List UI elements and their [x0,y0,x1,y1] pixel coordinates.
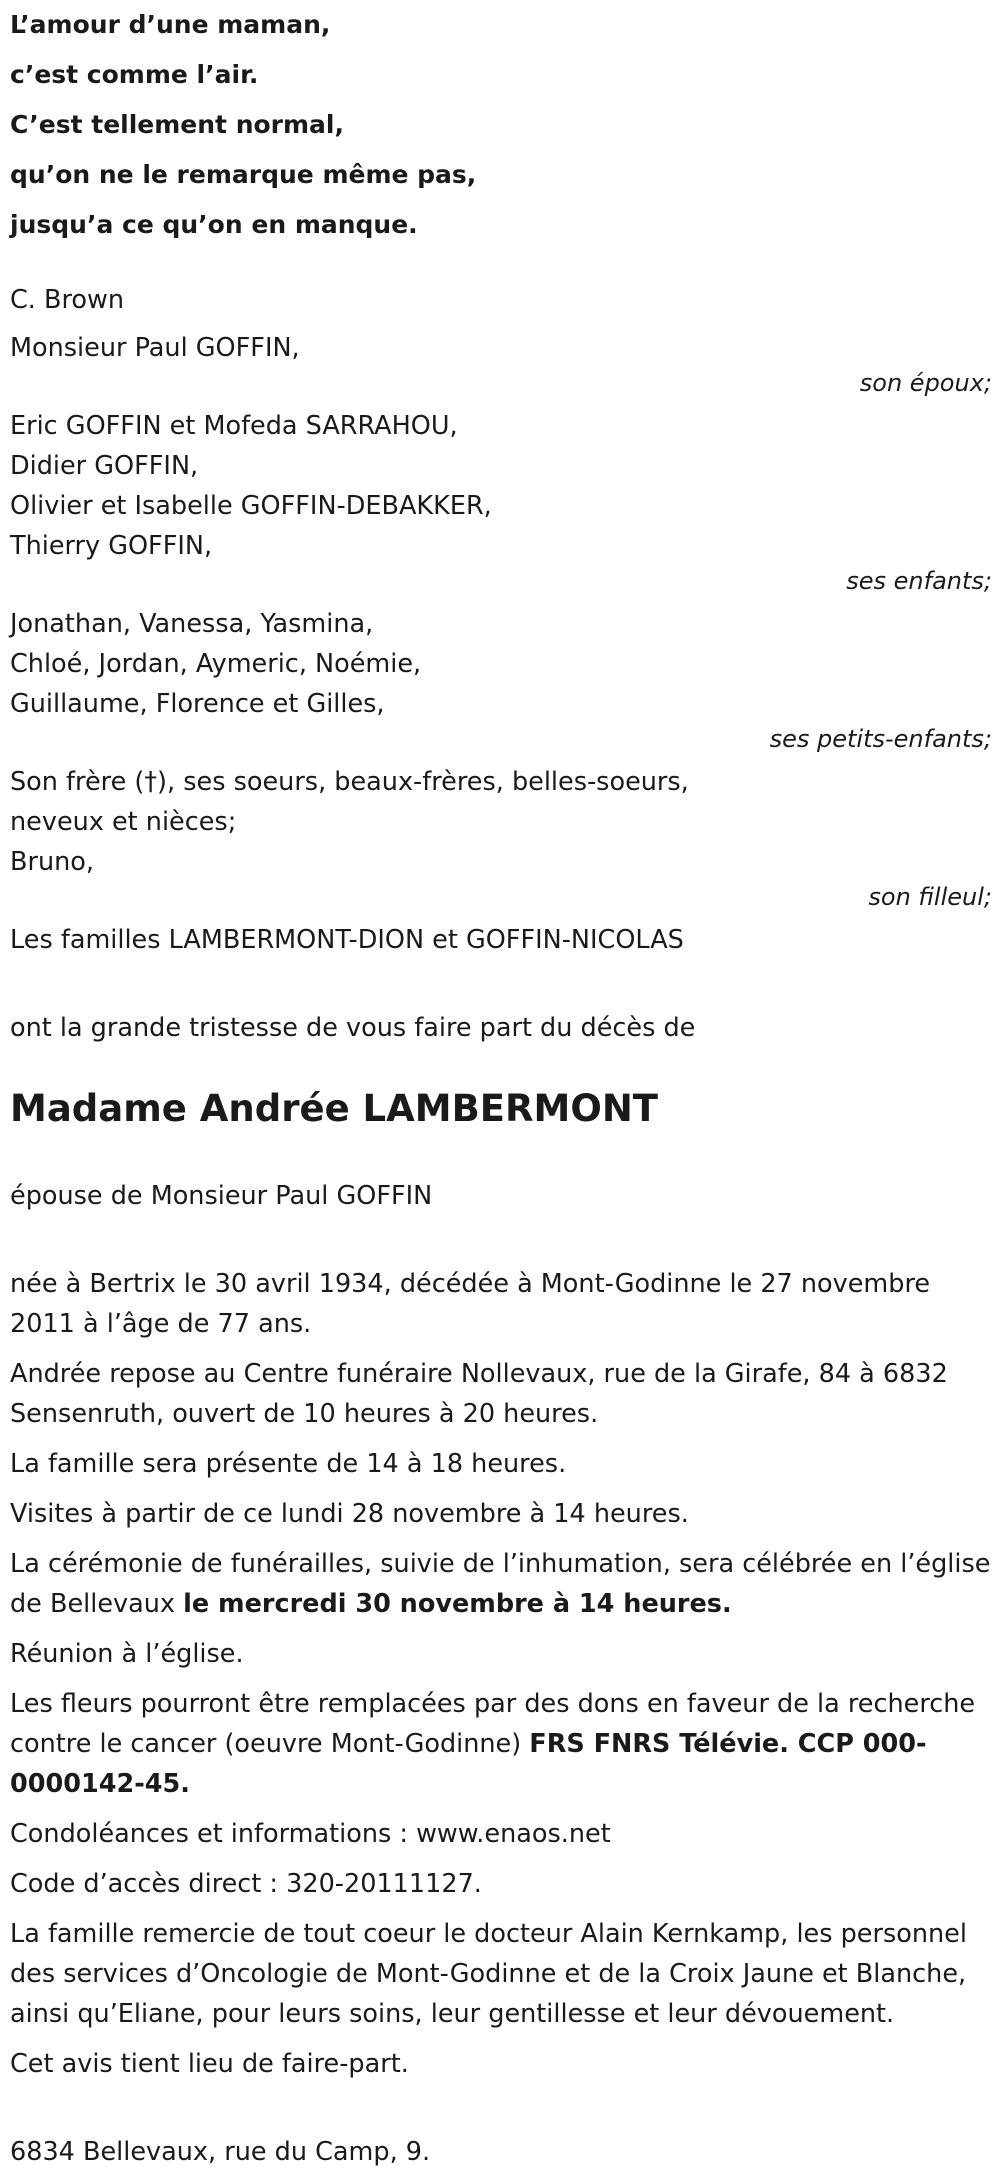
ceremony-date: le mercredi 30 novembre à 14 heures. [183,1589,732,1619]
family-line: Bruno, [10,847,95,877]
ceremony [10,1544,992,1624]
thanks: La famille remercie de tout coeur le docteur Alain Kernkamp, les personnel des services d’Oncologie de Mont-Godinne et de la Croix Jaune et Blanche, ainsi qu’Eliane, pour leurs soins, leur gentillesse et leur dévouement. [10,1919,967,2029]
family-line: Jonathan, Vanessa, Yasmina, [10,609,374,639]
poem-line: C’est tellement normal, [10,110,344,139]
resting-place: Andrée repose au Centre funéraire Nollevaux, rue de la Girafe, 84 à 6832 Sensenruth, ouvert de 10 heures à 20 heures. [10,1359,948,1429]
relation-label: ses enfants; [846,567,992,595]
family-line: Monsieur Paul GOFFIN, [10,333,300,363]
donation-account: FRS FNRS Télévie. CCP 000-0000142-45. [10,1729,927,1799]
children-group [10,406,992,596]
notice: Cet avis tient lieu de faire-part. [10,2049,409,2079]
poem-signature: C. Brown [10,285,125,315]
relation-label: son filleul; [868,883,992,911]
announcement: ont la grande tristesse de vous faire part du décès de [10,1013,696,1043]
flowers-donations [10,1684,992,1804]
birth-death: née à Bertrix le 30 avril 1934, décédée à Mont-Godinne le 27 novembre 2011 à l’âge de 77 ans. [10,1269,931,1339]
relation-label: son époux; [859,369,992,397]
family-presence: La famille sera présente de 14 à 18 heures. [10,1449,567,1479]
spouse-group [10,328,992,398]
spouse-of: épouse de Monsieur Paul GOFFIN [10,1181,433,1211]
flowers-text: Les fleurs pourront être remplacées par des dons en faveur de la recherche contre le cancer (oeuvre Mont-Godinne) [10,1689,976,1759]
meeting: Réunion à l’église. [10,1639,244,1669]
poem [10,0,992,250]
poem-line: jusqu’a ce qu’on en manque. [10,210,418,239]
family-line: Thierry GOFFIN, [10,531,213,561]
poem-line: c’est comme l’air. [10,60,259,89]
deceased-name: Madame Andrée LAMBERMONT [10,1087,659,1130]
poem-line: L’amour d’une maman, [10,10,331,39]
address: 6834 Bellevaux, rue du Camp, 9. [10,2137,431,2167]
condolences: Condoléances et informations : www.enaos.net [10,1819,611,1849]
ceremony-text: La cérémonie de funérailles, suivie de l’inhumation, sera célébrée en l’église de Bellevaux [10,1549,991,1619]
family-line: Chloé, Jordan, Aymeric, Noémie, [10,649,422,679]
family-line: neveux et nièces; [10,807,237,837]
families-line: Les familles LAMBERMONT-DION et GOFFIN-NICOLAS [10,925,684,955]
family-line: Didier GOFFIN, [10,451,199,481]
family-line: Son frère (†), ses soeurs, beaux-frères, belles-soeurs, [10,767,689,797]
visits: Visites à partir de ce lundi 28 novembre à 14 heures. [10,1499,689,1529]
relation-label: ses petits-enfants; [769,725,992,753]
siblings-group [10,762,992,912]
family-line: Guillaume, Florence et Gilles, [10,689,385,719]
family-line: Eric GOFFIN et Mofeda SARRAHOU, [10,411,458,441]
obituary-notice [10,0,992,2172]
access-code: Code d’accès direct : 320-20111127. [10,1869,482,1899]
grandchildren-group [10,604,992,754]
poem-line: qu’on ne le remarque même pas, [10,160,477,189]
family-line: Olivier et Isabelle GOFFIN-DEBAKKER, [10,491,492,521]
